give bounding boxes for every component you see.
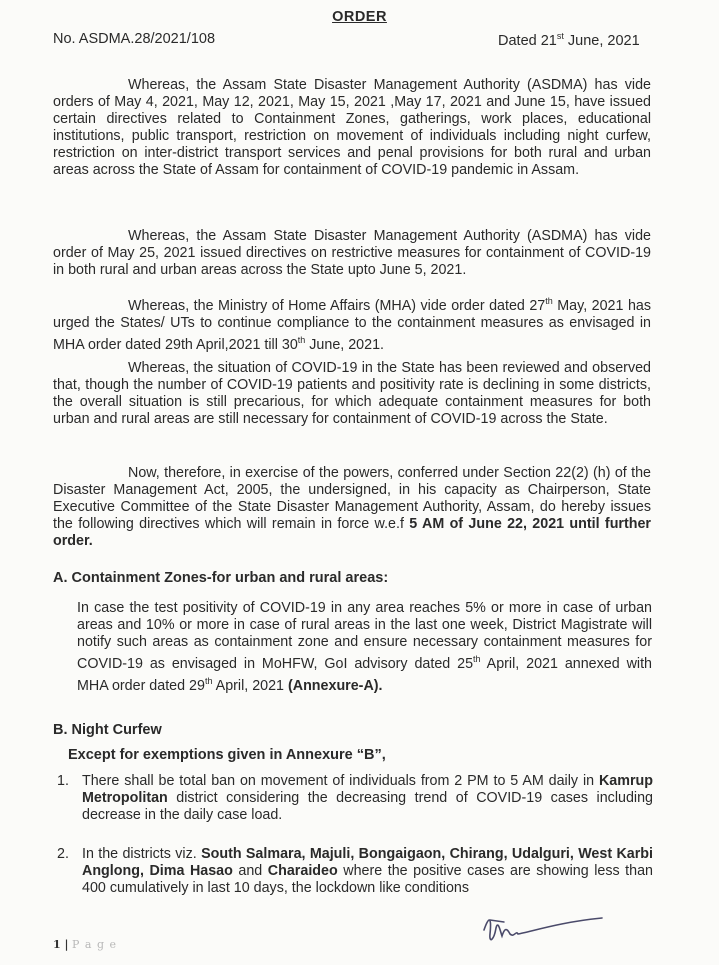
- section-a-heading: A. Containment Zones-for urban and rural areas:: [53, 570, 389, 586]
- list-item-text: There shall be total ban on movement of individuals from 2 PM to 5 AM daily in Kamrup Metropolitan district considering the decreasing trend of COVID-19 cases including decrease in the daily case load.: [82, 773, 653, 823]
- page-footer: [53, 938, 117, 951]
- paragraph-previous-orders: Whereas, the Assam State Disaster Management Authority (ASDMA) has vide orders of May 4, 2021, May 12, 2021, May 15, 2021 ,May 17, 2021 and June 15, have issued certain directives related to Containment Zones, gatherings, work places, educational institutions, public transport, restriction on movement of individuals including night curfew, restriction on inter-district transport services and penal provisions for both rural and urban areas across the State of Assam for containment of COVID-19 pandemic in Assam.: [53, 77, 651, 178]
- order-title: ORDER: [332, 9, 387, 25]
- section-b-heading: B. Night Curfew: [53, 722, 162, 738]
- list-item-number: 2.: [57, 846, 69, 862]
- list-item-text: In the districts viz. South Salmara, Majuli, Bongaigaon, Chirang, Udalguri, West Karbi Anglong, Dima Hasao and Charaideo where the positive cases are showing less than 400 cumulatively in last 10 days, the lockdown like conditions: [82, 846, 653, 896]
- section-b-subheading: Except for exemptions given in Annexure “B”,: [68, 747, 386, 763]
- section-a-text: In case the test positivity of COVID-19 in any area reaches 5% or more in case of urban areas and 10% or more in case of rural areas in the last one week, District Magistrate will notify such areas as containment zone and ensure necessary containment measures for COVID-19 as envisaged in MoHFW, GoI advisory dated 25th April, 2021 annexed with MHA order dated 29th April, 2021 (Annexure-A).: [77, 600, 652, 694]
- list-item: [57, 846, 653, 897]
- reference-number: No. ASDMA.28/2021/108: [53, 31, 216, 47]
- paragraph-mha-order: Whereas, the Ministry of Home Affairs (MHA) vide order dated 27th May, 2021 has urged the States/ UTs to continue compliance to the containment measures as envisaged in MHA order dated 29th April,2021 till 30th June, 2021.: [53, 296, 651, 353]
- list-item: [57, 773, 653, 824]
- handwritten-signature: [470, 900, 610, 950]
- paragraph-directive-preamble: Now, therefore, in exercise of the powers, conferred under Section 22(2) (h) of the Disaster Management Act, 2005, the undersigned, in his capacity as Chairperson, State Executive Committee of the State Disaster Management Authority, Assam, do hereby issues the following directives which will remain in force w.e.f 5 AM of June 22, 2021 until further order.: [53, 465, 651, 549]
- list-item-number: 1.: [57, 773, 69, 789]
- paragraph-situation-review: Whereas, the situation of COVID-19 in the State has been reviewed and observed that, though the number of COVID-19 patients and positivity rate is declining in some districts, the overall situation is still precarious, for which adequate containment measures for both urban and rural areas are still necessary for containment of COVID-19 across the State.: [53, 360, 651, 427]
- page-number: 1 |: [53, 938, 69, 951]
- order-date: Dated 21st June, 2021: [498, 31, 640, 49]
- page-label: P a g e: [72, 938, 118, 951]
- paragraph-may25-order: Whereas, the Assam State Disaster Management Authority (ASDMA) has vide order of May 25, 2021 issued directives on restrictive measures for containment of COVID-19 in both rural and urban areas across the State upto June 5, 2021.: [53, 228, 651, 278]
